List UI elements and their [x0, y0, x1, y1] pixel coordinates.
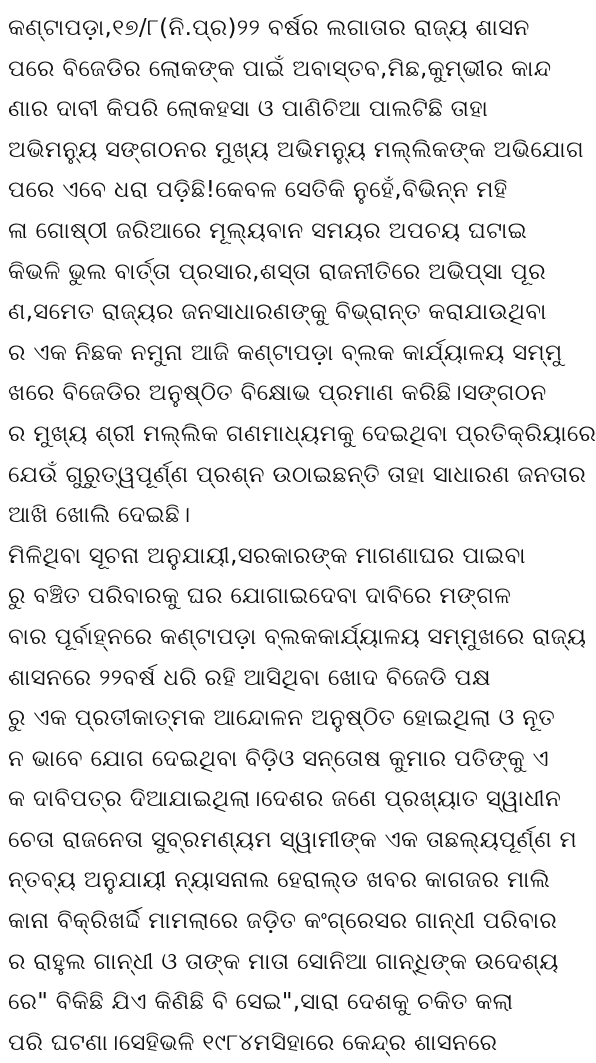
text-line: ଶାସନରେ ୨୨ବର୍ଷ ଧରି ରହି ଆସିଥିବା ଖୋଦ ବିଜେଡି ପକ୍ଷ [8, 664, 491, 691]
text-line: ରୁ ଏକ ପ୍ରତୀକାତ୍ମକ ଆନ୍ଦୋଳନ ଅନୁଷ୍ଠିତ ହୋଇଥିଲା ଓ ନୂତ [8, 705, 556, 732]
text-line: ବାର ପୂର୍ବାହ୍ନରେ କଣ୍ଟାପଡ଼ା ବ୍ଲକକାର୍ଯ୍ୟାଳୟ ସମ୍ମୁଖରେ ରାଜ୍ୟ [8, 623, 587, 650]
text-line: ଆଖି ଖୋଲି ଦେଇଛି। [8, 502, 191, 529]
text-line: ଳା ଗୋଷ୍ଠୀ ଜରିଆରେ ମୂଲ୍ୟବାନ ସମୟର ଅପଚୟ ଘଟାଇ [8, 217, 528, 244]
text-line: ଖରେ ବିଜେଡିର ଅନୁଷ୍ଠିତ ବିକ୍ଷୋଭ ପ୍ରମାଣ କରିଛି।ସଙ୍ଗଠନ [8, 380, 547, 407]
text-line: ଣାର ଦାବୀ କିପରି ଲୋକହସା ଓ ପାଣିଚିଆ ପାଲଟିଛି ତାହା [8, 96, 489, 123]
text-line: ର ମୁଖ୍ୟ ଶ୍ରୀ ମଲ୍ଲିକ ଗଣମାଧ୍ୟମକୁ ଦେଇଥିବା ପ୍ରତିକ୍ରିୟାରେ [8, 420, 596, 447]
text-line: କ ଦାବିପତ୍ର ଦିଆଯାଇଥିଲା।ଦେଶର ଜଣେ ପ୍ରଖ୍ୟାତ ସ୍ୱାଧୀନ [8, 786, 562, 813]
text-line: ର ରାହୁଲ ଗାନ୍ଧୀ ଓ ତାଙ୍କ ମାତା ସୋନିଆ ଗାନ୍ଧିଙ୍କ ଉଦେଶ୍ୟ [8, 948, 559, 975]
text-line: ନ ଭାବେ ଯୋଗ ଦେଇଥିବା ବିଡ଼ିଓ ସନ୍ତୋଷ କୁମାର ପତିଙ୍କୁ ଏ [8, 745, 550, 772]
article-body [8, 8, 596, 1063]
text-line: କିଭଳି ଭୁଲ ବାର୍ତ୍ତା ପ୍ରସାର,ଶସ୍ତା ରାଜନୀତିରେ ଅଭିପ୍ସା ପୂର [8, 258, 546, 285]
text-line: ଚେତା ରାଜନେତା ସୁବ୍ରମଣ୍ୟମ ସ୍ୱାମୀଙ୍କ ଏକ ତାଛଲ୍ୟପୂର୍ଣ୍ଣ ମ [8, 826, 578, 853]
text-line: ପରି ଘଟଣା।ସେହିଭଳି ୧୯୮୪ମସିହାରେ କେନ୍ଦ୍ର ଶାସନରେ [8, 1029, 498, 1056]
text-line: କାନା ବିକ୍ରିଖର୍ଦ୍ଦି ମାମଲାରେ ଜଡ଼ିତ କଂଗ୍ରେସର ଗାନ୍ଧୀ ପରିବାର [8, 908, 558, 935]
text-line: ର ଏକ ନିଛକ ନମୁନା ଆଜି କଣ୍ଟାପଡ଼ା ବ୍ଲକ କାର୍ଯ୍ୟାଳୟ ସମ୍ମୁ [8, 339, 563, 366]
text-line: ମିଳିଥିବା ସୂଚନା ଅନୁଯାୟୀ,ସରକାରଙ୍କ ମାଗଣାଘର ପାଇବା [8, 542, 526, 569]
text-line: ଅଭିମନ୍ୟୁ ସଙ୍ଗଠନର ମୁଖ୍ୟ ଅଭିମନ୍ୟୁ ମଲ୍ଲିକଙ୍କ ଅଭିଯୋଗ [8, 136, 584, 163]
text-line: ନ୍ତବ୍ୟ ଅନୁଯାୟୀ ନ୍ୟାସନାଲ ହେରାଲ୍ଡ ଖବର କାଗଜର ମାଲି [8, 867, 551, 894]
text-line: ଣ,ସମେତ ରାଜ୍ୟର ଜନସାଧାରଣଙ୍କୁ ବିଭ୍ରାନ୍ତ କରାଯାଉଥିବା [8, 299, 547, 326]
text-line: ରୁ ବଞ୍ଚିତ ପରିବାରକୁ ଘର ଯୋଗାଇଦେବା ଦାବିରେ ମଙ୍ଗଳ [8, 583, 512, 610]
text-line: ରେ" ବିକିଛି ଯିଏ କିଣିଛି ବି ସେଇ",ସାରା ଦେଶକୁ ଚକିତ କଲା [8, 989, 514, 1016]
text-line: କଣ୍ଟାପଡ଼ା,୧୭/୮(ନି.ପ୍ର)୨୨ ବର୍ଷର ଲଗାତାର ରାଜ୍ୟ ଶାସନ [8, 15, 530, 41]
text-line: ଯେଉଁ ଗୁରୁତ୍ୱପୂର୍ଣ୍ଣ ପ୍ରଶ୍ନ ଉଠାଇଛନ୍ତି ତାହା ସାଧାରଣ ଜନତାର [8, 461, 587, 488]
text-line: ପରେ ଏବେ ଧରା ପଡ଼ିଛି!କେବଳ ସେତିକି ନୁହେଁ,ବିଭିନ୍ନ ମହି [8, 177, 508, 204]
text-line: ପରେ ବିଜେଡିର ଲୋକଙ୍କ ପାଇଁ ଅବାସ୍ତବ,ମିଛ,କୁମ୍ଭୀର କାନ୍ଦ [8, 55, 552, 82]
